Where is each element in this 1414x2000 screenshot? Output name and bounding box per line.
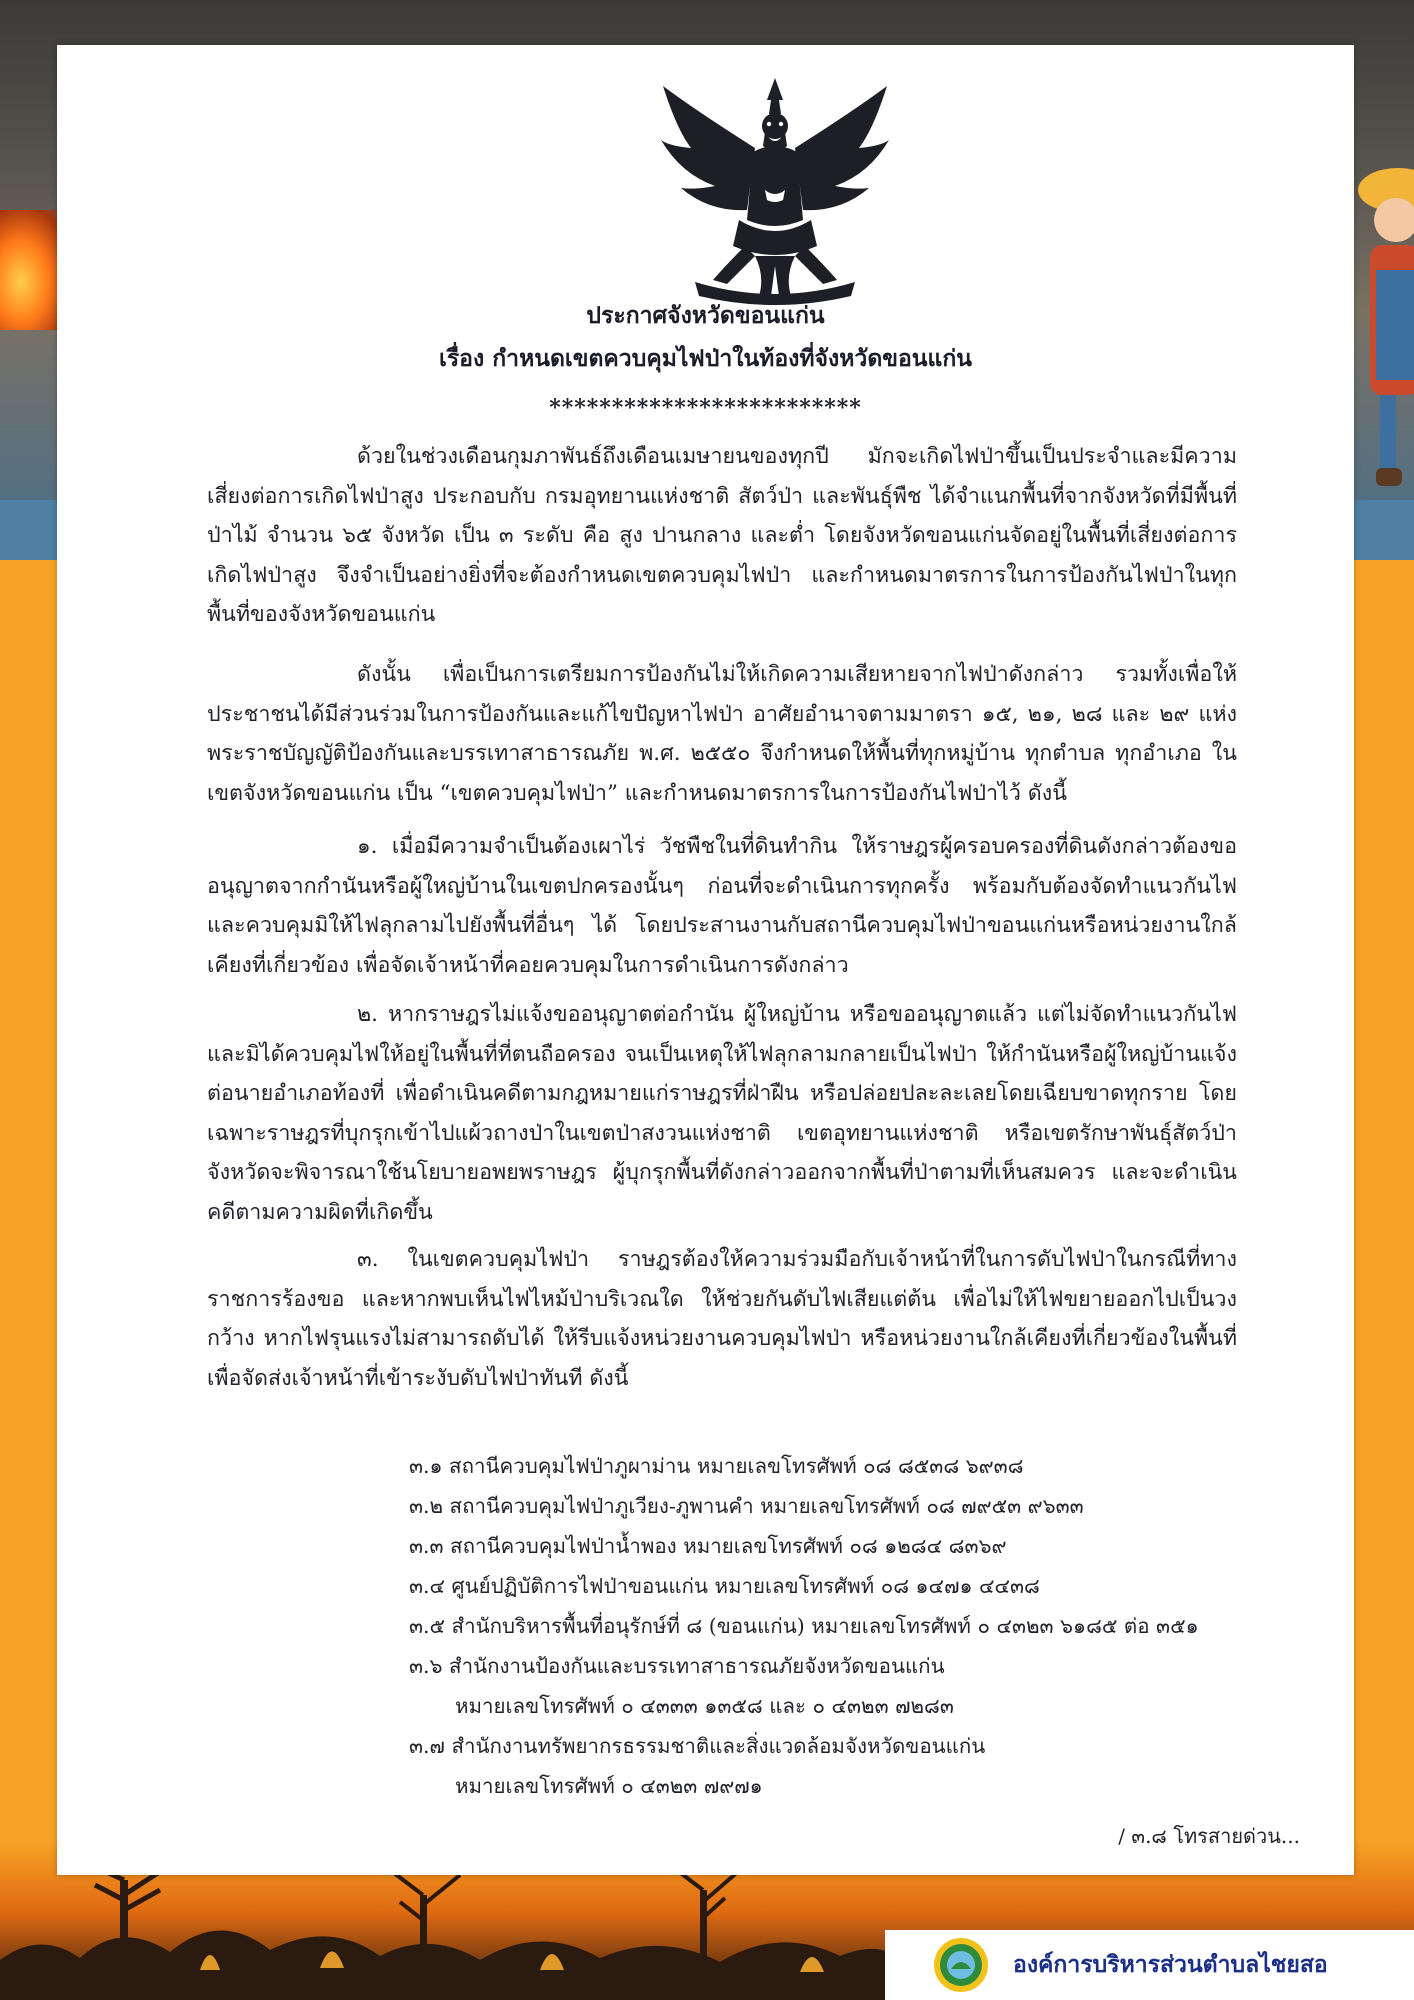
document-title: ประกาศจังหวัดขอนแก่น — [586, 302, 825, 329]
organization-footer — [885, 1930, 1414, 2000]
title-separator: ************************* — [549, 395, 862, 421]
organization-seal-icon — [933, 1937, 989, 1993]
contact-item: ๓.๓ สถานีควบคุมไฟป่าน้ำพอง หมายเลขโทรศัพท์ ๐๘ ๑๒๘๔ ๘๓๖๙ — [409, 1534, 1007, 1558]
contact-item: ๓.๔ ศูนย์ปฏิบัติการไฟป่าขอนแก่น หมายเลขโทรศัพท์ ๐๘ ๑๔๗๑ ๔๔๓๘ — [409, 1574, 1040, 1598]
garuda-emblem-icon — [655, 70, 895, 310]
paragraph-item-3-text: ๓. ในเขตควบคุมไฟป่า ราษฎรต้องให้ความร่วมมือกับเจ้าหน้าที่ในการดับไฟป่าในกรณีที่ทางราชการร้องขอ และหากพบเห็นไฟไหม้ป่าบริเวณใด ให้ช่วยกันดับไฟเสียแต่ต้น เพื่อไม่ให้ไฟขยายออกไปเป็นวงกว้าง หากไฟรุนแรงไม่สามารถดับได้ ให้รีบแจ้งหน่วยงานควบคุมไฟป่า หรือหน่วยงานใกล้เคียงที่เกี่ยวข้องในพื้นที่เพื่อจัดส่งเจ้าหน้าที่เข้าระงับดับไฟป่าทันที ดังนี้ — [207, 1247, 1237, 1391]
paragraph-intro — [207, 437, 1237, 635]
paragraph-item-1-text: ๑. เมื่อมีความจำเป็นต้องเผาไร่ วัชพืชในที่ดินทำกิน ให้ราษฎรผู้ครอบครองที่ดินดังกล่าวต้องขออนุญาตจากกำนันหรือผู้ใหญ่บ้านในเขตปกครองนั้นๆ ก่อนที่จะดำเนินการทุกครั้ง พร้อมกับต้องจัดทำแนวกันไฟ และควบคุมมิให้ไฟลุกลามไปยังพื้นที่อื่นๆ ได้ โดยประสานงานกับสถานีควบคุมไฟป่าขอนแก่นหรือหน่วยงานใกล้เคียงที่เกี่ยวข้อง เพื่อจัดเจ้าหน้าที่คอยควบคุมในการดำเนินการดังกล่าว — [207, 834, 1237, 978]
paragraph-item-1 — [207, 827, 1237, 985]
document-subject: เรื่อง กำหนดเขตควบคุมไฟป่าในท้องที่จังหวัดขอนแก่น — [438, 345, 973, 372]
paragraph-item-2 — [207, 995, 1237, 1233]
contact-item: ๓.๑ สถานีควบคุมไฟป่าภูผาม่าน หมายเลขโทรศัพท์ ๐๘ ๘๕๓๘ ๖๙๓๘ — [409, 1454, 1024, 1478]
contact-item: ๓.๗ สำนักงานทรัพยากรธรรมชาติและสิ่งแวดล้อมจังหวัดขอนแก่น — [409, 1734, 986, 1758]
contact-item-phone: หมายเลขโทรศัพท์ ๐ ๔๓๓๓ ๑๓๕๘ และ ๐ ๔๓๒๓ ๗๒๘๓ — [455, 1694, 954, 1718]
contact-item: ๓.๖ สำนักงานป้องกันและบรรเทาสาธารณภัยจังหวัดขอนแก่น — [409, 1654, 945, 1678]
farmer-illustration — [1350, 150, 1414, 490]
organization-name: องค์การบริหารส่วนตำบลไชยสอ — [1013, 1952, 1328, 1978]
paragraph-measures-text: ดังนั้น เพื่อเป็นการเตรียมการป้องกันไม่ให้เกิดความเสียหายจากไฟป่าดังกล่าว รวมทั้งเพื่อให้ประชาชนได้มีส่วนร่วมในการป้องกันและแก้ไขปัญหาไฟป่า อาศัยอำนาจตามมาตรา ๑๕, ๒๑, ๒๘ และ ๒๙ แห่งพระราชบัญญัติป้องกันและบรรเทาสาธารณภัย พ.ศ. ๒๕๕๐ จึงกำหนดให้พื้นที่ทุกหมู่บ้าน ทุกตำบล ทุกอำเภอ ในเขตจังหวัดขอนแก่น เป็น “เขตควบคุมไฟป่า” และกำหนดมาตรการในการป้องกันไฟป่าไว้ ดังนี้ — [207, 662, 1237, 806]
contact-item: ๓.๕ สำนักบริหารพื้นที่อนุรักษ์ที่ ๘ (ขอนแก่น) หมายเลขโทรศัพท์ ๐ ๔๓๒๓ ๖๑๘๕ ต่อ ๓๕๑ — [409, 1614, 1199, 1638]
paragraph-item-3 — [207, 1240, 1237, 1398]
paragraph-item-2-text: ๒. หากราษฎรไม่แจ้งขออนุญาตต่อกำนัน ผู้ใหญ่บ้าน หรือขออนุญาตแล้ว แต่ไม่จัดทำแนวกันไฟและมิได้ควบคุมไฟให้อยู่ในพื้นที่ที่ตนถือครอง จนเป็นเหตุให้ไฟลุกลามกลายเป็นไฟป่า ให้กำนันหรือผู้ใหญ่บ้านแจ้งต่อนายอำเภอท้องที่ เพื่อดำเนินคดีตามกฎหมายแก่ราษฎรที่ฝ่าฝืน หรือปล่อยปละละเลยโดยเฉียบขาดทุกราย โดยเฉพาะราษฎรที่บุกรุกเข้าไปแผ้วถางป่าในเขตป่าสงวนแห่งชาติ เขตอุทยานแห่งชาติ หรือเขตรักษาพันธุ์สัตว์ป่า จังหวัดจะพิจารณาใช้นโยบายอพยพราษฎร ผู้บุกรุกพื้นที่ดังกล่าวออกจากพื้นที่ป่าตามที่เห็นสมควร และจะดำเนินคดีตามความผิดที่เกิดขึ้น — [207, 1002, 1237, 1225]
continued-note: / ๓.๘ โทรสายด่วน... — [1118, 1824, 1300, 1848]
paragraph-measures — [207, 655, 1237, 813]
announcement-document — [57, 45, 1354, 1875]
contact-item-phone: หมายเลขโทรศัพท์ ๐ ๔๓๒๓ ๗๙๗๑ — [455, 1774, 763, 1798]
contact-item: ๓.๒ สถานีควบคุมไฟป่าภูเวียง-ภูพานคำ หมายเลขโทรศัพท์ ๐๘ ๗๙๕๓ ๙๖๓๓ — [409, 1494, 1084, 1518]
paragraph-intro-text: ด้วยในช่วงเดือนกุมภาพันธ์ถึงเดือนเมษายนของทุกปี มักจะเกิดไฟป่าขึ้นเป็นประจำและมีความเสี่ยงต่อการเกิดไฟป่าสูง ประกอบกับ กรมอุทยานแห่งชาติ สัตว์ป่า และพันธุ์พืช ได้จำแนกพื้นที่จากจังหวัดที่มีพื้นที่ป่าไม้ จำนวน ๖๕ จังหวัด เป็น ๓ ระดับ คือ สูง ปานกลาง และต่ำ โดยจังหวัดขอนแก่นจัดอยู่ในพื้นที่เสี่ยงต่อการเกิดไฟป่าสูง จึงจำเป็นอย่างยิ่งที่จะต้องกำหนดเขตควบคุมไฟป่า และกำหนดมาตรการในการป้องกันไฟป่าในทุกพื้นที่ของจังหวัดขอนแก่น — [207, 444, 1237, 628]
